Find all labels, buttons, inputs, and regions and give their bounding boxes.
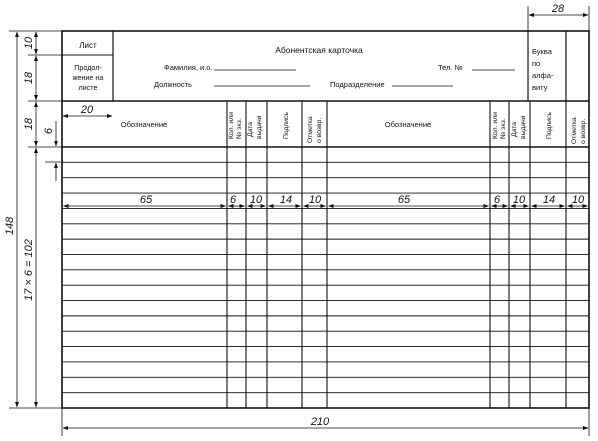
- dim-row1: 10: [23, 36, 35, 50]
- dim-row2: 18: [23, 71, 35, 85]
- continuation-label-1: Продол-: [74, 63, 102, 72]
- phone-label: Тел. №: [438, 63, 463, 72]
- return-header-1: Отметка: [571, 117, 578, 144]
- dim-date: 10: [249, 194, 263, 206]
- signature-header: Подпись: [546, 112, 553, 139]
- date-header-2: выдачи: [520, 115, 527, 139]
- dim-rows-formula: 17 × 6 = 102: [23, 239, 35, 301]
- dim-designation: 65: [397, 194, 411, 206]
- position-label: Должность: [154, 80, 192, 89]
- dim-top-right: 28: [551, 3, 565, 15]
- signature-header: Подпись: [283, 112, 290, 139]
- card-header: [73, 41, 554, 92]
- dim-designation: 65: [139, 194, 153, 206]
- list-label: Лист: [79, 41, 97, 50]
- qty-header-2: № экз.: [500, 118, 507, 139]
- dim-sign: 14: [542, 194, 556, 206]
- dim-col-first: 20: [80, 104, 94, 116]
- designation-header: Обозначение: [120, 120, 168, 129]
- return-header-2: о возвр.: [316, 117, 323, 143]
- dim-row-small: 6: [43, 127, 55, 135]
- qty-header-1: Кол. или: [492, 112, 499, 139]
- date-header-1: Дата: [247, 121, 254, 137]
- alpha-label-1: Буква: [532, 47, 552, 56]
- date-header-1: Дата: [511, 121, 518, 137]
- alpha-label-4: виту: [532, 83, 548, 92]
- date-header-2: выдачи: [256, 115, 263, 139]
- qty-header-1: Кол. или: [228, 112, 235, 139]
- alpha-label-2: по: [532, 59, 541, 68]
- dim-qty: 6: [229, 194, 237, 206]
- dim-return: 10: [571, 194, 585, 206]
- qty-header-2: № экз.: [236, 118, 243, 139]
- dim-return: 10: [308, 194, 322, 206]
- dim-total-height: 148: [4, 216, 16, 236]
- dim-qty: 6: [493, 194, 501, 206]
- continuation-label-2: жение на: [72, 73, 104, 82]
- dim-row3: 18: [23, 117, 35, 131]
- fio-label: Фамилия, и.о.: [164, 63, 213, 72]
- card-title: Абонентская карточка: [275, 45, 363, 55]
- continuation-label-3: листе: [78, 83, 98, 92]
- form-frame: [62, 31, 589, 408]
- alpha-label-3: алфа-: [532, 71, 554, 80]
- return-header-1: Отметка: [307, 116, 314, 143]
- dim-total-width: 210: [310, 416, 330, 428]
- dim-date: 10: [512, 194, 526, 206]
- column-headers-left: [121, 112, 323, 143]
- column-headers-right: [385, 112, 587, 144]
- return-header-2: о возвр.: [580, 118, 587, 144]
- department-label: Подразделение: [330, 80, 385, 89]
- dim-sign: 14: [279, 194, 293, 206]
- designation-header: Обозначение: [384, 120, 432, 129]
